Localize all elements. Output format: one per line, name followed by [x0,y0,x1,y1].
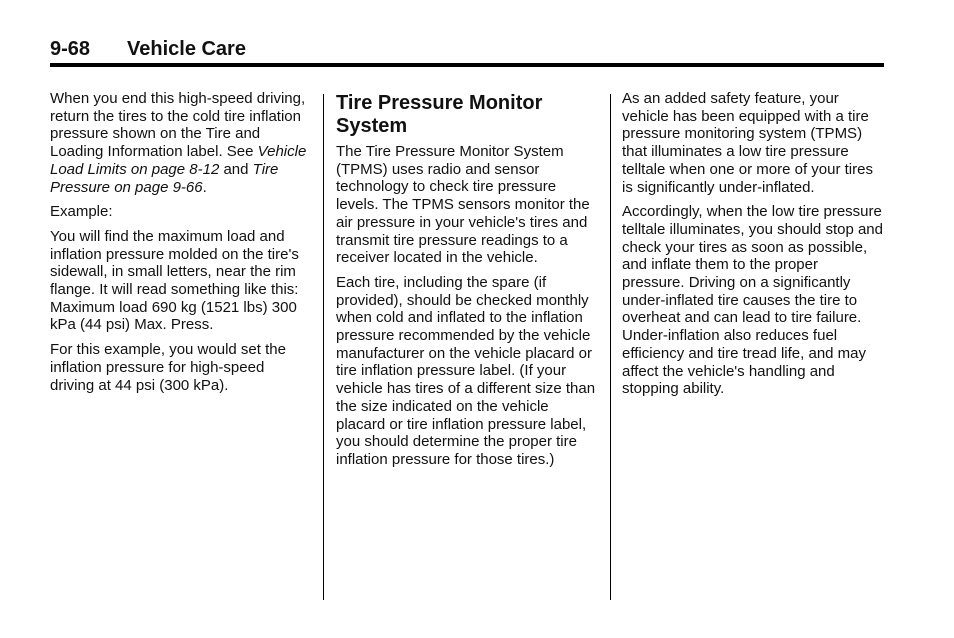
paragraph: Accordingly, when the low tire pressure telltale illuminates, you should stop and check your tires as soon as possible, and inflate them to the proper pressure. Driving on a significantly under-inflated tire causes the tire to overheat and can lead to tire failure. Under-inflation also reduces fuel efficiency and tire tread life, and may affect the vehicle's handling and stopping ability. [622,203,883,398]
paragraph: Each tire, including the spare (if provided), should be checked monthly when cold and inflated to the inflation pressure recommended by the vehicle manufacturer on the vehicle placard or tire inflation pressure label. (If your vehicle has tires of a different size than the size indicated on the vehicle placard or tire inflation pressure label, you should determine the proper tire inflation pressure for those tires.) [336,273,596,468]
paragraph: For this example, you would set the inflation pressure for high-speed driving at 44 psi (300 kPa). [50,341,286,394]
page-number: 9-68 [50,38,91,60]
paragraph-text: . [202,178,207,196]
page-header [50,38,884,66]
cross-reference-link[interactable]: Vehicle Load Limits on page 8-12 [50,143,307,178]
paragraph [50,90,312,196]
header-rule [50,63,884,67]
paragraph-text: and [219,160,253,178]
column-divider [323,94,324,600]
paragraph-text: When you end this high-speed driving, return the tires to the cold tire inflation pressure shown on the Tire and Loading Information label. See [50,90,306,161]
paragraph: As an added safety feature, your vehicle has been equipped with a tire pressure monitoring system (TPMS) that illuminates a low tire pressure telltale when one or more of your tires is significantly under-inflated. [622,90,873,196]
column-1 [50,90,312,401]
section-title: Vehicle Care [127,38,246,60]
column-3 [622,90,884,405]
cross-reference-link[interactable]: Tire Pressure on page 9-66 [50,160,279,196]
column-divider [610,94,611,600]
paragraph: The Tire Pressure Monitor System (TPMS) uses radio and sensor technology to check tire pressure levels. The TPMS sensors monitor the air pressure in your vehicle's tires and transmit tire pressure readings to a receiver located in the vehicle. [336,143,590,267]
section-heading: Tire Pressure Monitor System [336,92,543,137]
paragraph: Example: [50,203,113,221]
paragraph: You will find the maximum load and inflation pressure molded on the tire's sidewall, in small letters, near the rim flange. It will read something like this: Maximum load 690 kg (1521 lbs) 300 kPa (44 psi) Max. Press. [50,227,299,334]
column-2 [336,90,598,476]
